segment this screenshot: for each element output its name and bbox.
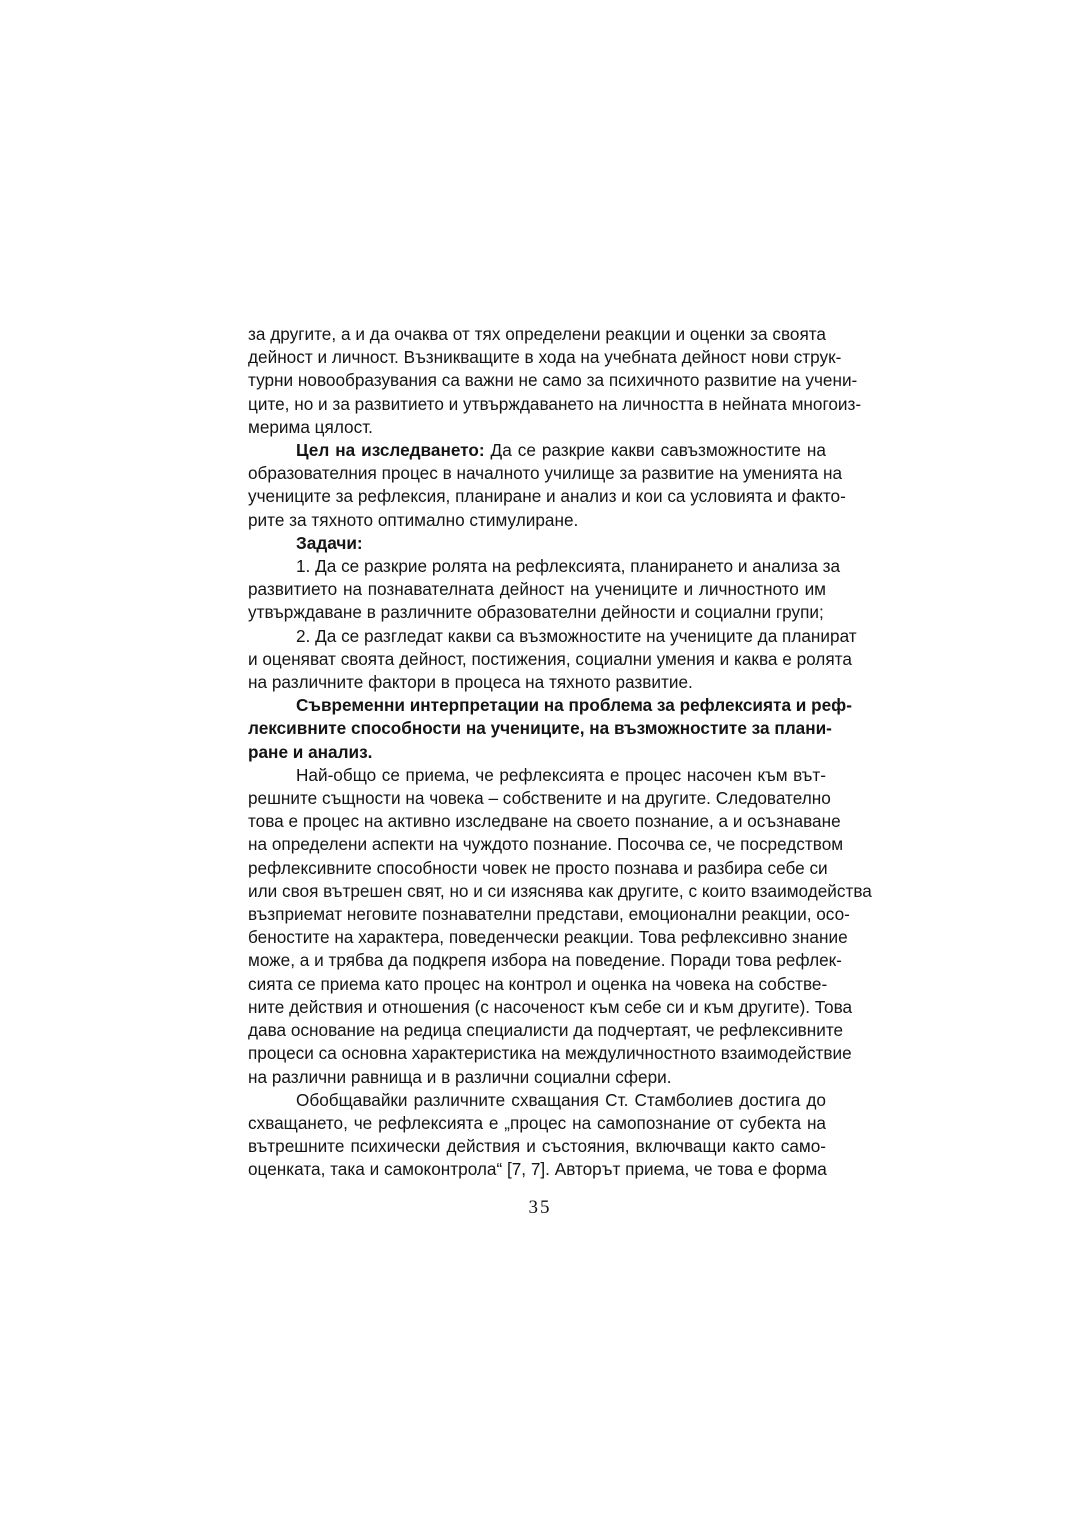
paragraph-continuation <box>248 323 862 439</box>
text-line: това е процес на активно изследване на своето познание, а и осъзнаване <box>248 811 841 832</box>
text-line: на различни равнища и в различни социални сфери. <box>248 1066 672 1087</box>
text-line: развитието на познавателната дейност на учениците и личностното им <box>248 579 826 600</box>
text-line: беностите на характера, поведенчески реакции. Това рефлексивно знание <box>248 927 848 948</box>
heading-line: Съвременни интерпретации на проблема за рефлексията и реф- <box>296 695 852 716</box>
text-line: оценката, така и самоконтрола“ [7, 7]. Авторът приема, че това е форма <box>248 1159 827 1180</box>
text-line: и оценяват своята дейност, постижения, социални умения и каква е ролята <box>248 648 852 669</box>
paragraph-research-goal <box>248 439 846 532</box>
text-line: може, а и трябва да подкрепя избора на поведение. Поради това рефлек- <box>248 950 842 971</box>
text-line: възприемат неговите познавателни представи, емоционални реакции, осо- <box>248 904 850 925</box>
text-line: образователния процес в началното училище за развитие на уменията на <box>248 463 843 484</box>
text-line: схващането, че рефлексията е „процес на самопознание от субекта на <box>248 1112 826 1133</box>
text-line: за другите, а и да очаква от тях определени реакции и оценки за своята <box>248 324 826 344</box>
text-line: вътрешните психически действия и състояния, включващи както само- <box>248 1136 826 1157</box>
tasks-heading <box>248 532 826 555</box>
text-line <box>248 439 826 462</box>
heading-line: ране и анализ. <box>248 741 373 762</box>
text-line: решните същности на човека – собствените и на другите. Следователно <box>248 788 831 809</box>
section-heading <box>248 694 852 764</box>
research-goal-text: Да се разкрие какви савъзможностите на <box>484 440 826 461</box>
research-goal-label: Цел на изследването: <box>296 440 485 461</box>
text-line: 1. Да се разкрие ролята на рефлексията, планирането и анализа за <box>296 556 841 577</box>
paragraph-stamboliev <box>248 1089 826 1182</box>
heading-line: Задачи: <box>296 532 363 553</box>
task-item-2 <box>248 625 857 695</box>
page-body <box>248 323 872 1182</box>
text-line: Обобщавайки различните схващания Ст. Стамболиев достига до <box>296 1089 826 1110</box>
text-line: сията се приема като процес на контрол и оценка на човека на собстве- <box>248 973 828 994</box>
text-line: ните действия и отношения (с насоченост към себе си и към другите). Това <box>248 996 853 1017</box>
task-item-1 <box>248 555 841 625</box>
heading-line: лексивните способности на учениците, на възможностите за плани- <box>248 718 832 739</box>
text-line: дейност и личност. Възникващите в хода на учебната дейност нови струк- <box>248 347 842 368</box>
text-line: 2. Да се разгледат какви са възможностите на учениците да планират <box>296 625 857 646</box>
text-line: ците, но и за развитието и утвърждаването на личността в нейната многоиз- <box>248 393 862 414</box>
text-line: рефлексивните способности човек не просто познава и разбира себе си <box>248 857 828 878</box>
text-line: учениците за рефлексия, планиране и анализ и кои са условията и факто- <box>248 486 846 507</box>
text-line: Най-общо се приема, че рефлексията е процес насочен към вът- <box>296 764 826 785</box>
text-line: или своя вътрешен свят, но и си изяснява как другите, с които взаимодейства <box>248 880 872 901</box>
text-line: на различните фактори в процеса на тяхното развитие. <box>248 672 693 693</box>
text-line: процеси са основна характеристика на междуличностното взаимодействие <box>248 1043 852 1064</box>
page-number: 35 <box>528 1197 552 1218</box>
paragraph-reflection-definition <box>248 764 872 1089</box>
text-line: рите за тяхното оптимално стимулиране. <box>248 509 579 530</box>
text-line: дава основание на редица специалисти да подчертаят, че рефлексивните <box>248 1020 844 1041</box>
text-line: турни новообразувания са важни не само за психичното развитие на учени- <box>248 370 858 391</box>
text-line: на определени аспекти на чуждото познание. Посочва се, че посредством <box>248 834 844 855</box>
text-line: мерима цялост. <box>248 416 373 437</box>
text-line: утвърждаване в различните образователни дейности и социални групи; <box>248 602 824 623</box>
